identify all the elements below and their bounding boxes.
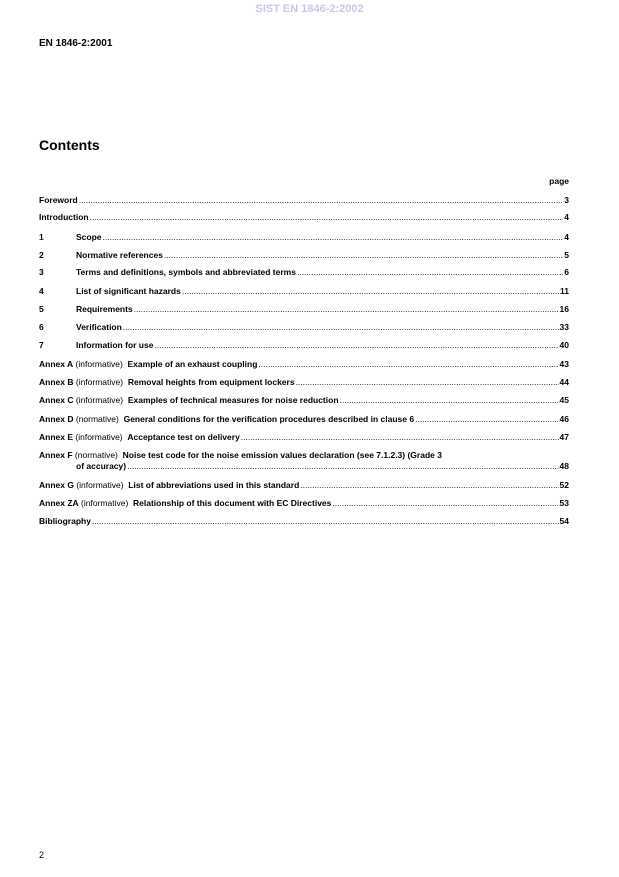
toc-label: List of abbreviations used in this standard — [128, 480, 300, 490]
toc-number: 2 — [39, 250, 44, 260]
toc-label: Relationship of this document with EC Directives — [133, 498, 332, 508]
annex-id: Annex F — [39, 450, 73, 460]
toc-label: Terms and definitions, symbols and abbreviated terms — [76, 267, 296, 277]
dot-leader — [79, 195, 564, 206]
annex-type: (normative) — [74, 450, 118, 460]
annex-type: (informative) — [75, 359, 123, 369]
dot-leader — [258, 359, 558, 370]
toc-page: 40 — [559, 340, 569, 350]
toc-entry-introduction[interactable] — [39, 212, 569, 223]
toc-label: Bibliography — [39, 516, 91, 526]
toc-entry-foreword[interactable] — [39, 195, 569, 206]
toc-label: Foreword — [39, 195, 78, 205]
toc-annex-g[interactable] — [39, 480, 569, 491]
toc-annex-d[interactable] — [39, 414, 569, 425]
toc-entry-bibliography[interactable] — [39, 516, 569, 527]
toc-annex-c[interactable] — [39, 395, 569, 406]
toc-label: Example of an exhaust coupling — [127, 359, 258, 369]
annex-id: Annex D — [39, 414, 74, 424]
toc-page: 16 — [559, 304, 569, 314]
toc-annex-f[interactable] — [39, 450, 569, 472]
dot-leader — [154, 340, 558, 351]
page-number: 2 — [39, 850, 45, 860]
toc-annex-e[interactable] — [39, 432, 569, 443]
toc-label: Removal heights from equipment lockers — [127, 377, 295, 387]
annex-id: Annex C — [39, 395, 74, 405]
annex-type: (informative) — [75, 395, 124, 405]
toc-label: General conditions for the verification procedures described in clause 6 — [123, 414, 415, 424]
dot-leader — [300, 480, 558, 491]
dot-leader — [340, 395, 559, 406]
toc-label: List of significant hazards — [76, 286, 181, 296]
annex-type: (informative) — [76, 480, 124, 490]
toc-page: 4 — [564, 232, 569, 242]
dot-leader — [241, 432, 559, 443]
toc-page: 43 — [559, 359, 569, 369]
annex-f-line-2 — [39, 461, 569, 472]
toc-entry-2[interactable] — [39, 250, 569, 261]
toc-label: Normative references — [76, 250, 163, 260]
annex-id: Annex E — [39, 432, 74, 442]
dot-leader — [127, 461, 558, 472]
toc-number: 7 — [39, 340, 44, 350]
toc-page: 3 — [564, 195, 569, 205]
toc-entry-6[interactable] — [39, 322, 569, 333]
toc-entry-7[interactable] — [39, 340, 569, 351]
toc-page: 54 — [559, 516, 569, 526]
toc-page: 4 — [564, 212, 569, 222]
dot-leader — [92, 516, 559, 527]
toc-label: Introduction — [39, 212, 89, 222]
toc-page: 53 — [559, 498, 569, 508]
annex-type: (informative) — [75, 377, 124, 387]
dot-leader — [297, 267, 563, 278]
annex-id: Annex ZA — [39, 498, 79, 508]
toc-page: 6 — [564, 267, 569, 277]
toc-page: 46 — [559, 414, 569, 424]
toc-page: 45 — [559, 395, 569, 405]
toc-entry-5[interactable] — [39, 304, 569, 315]
toc-label: Verification — [76, 322, 122, 332]
toc-annex-b[interactable] — [39, 377, 569, 388]
page-column-label: page — [549, 176, 569, 186]
toc-label: Scope — [76, 232, 102, 242]
toc-entry-3[interactable] — [39, 267, 569, 278]
document-header: EN 1846-2:2001 — [39, 38, 113, 49]
dot-leader — [103, 232, 564, 243]
toc-page: 33 — [559, 322, 569, 332]
annex-id: Annex B — [39, 377, 74, 387]
toc-page: 48 — [559, 461, 569, 471]
dot-leader — [134, 304, 559, 315]
toc-page: 47 — [559, 432, 569, 442]
toc-annex-za[interactable] — [39, 498, 569, 509]
annex-type: (informative) — [81, 498, 129, 508]
dot-leader — [296, 377, 559, 388]
watermark: SIST EN 1846-2:2002 — [255, 3, 364, 15]
toc-page: 11 — [560, 286, 569, 296]
annex-type: (normative) — [75, 414, 119, 424]
dot-leader — [123, 322, 559, 333]
toc-label: Acceptance test on delivery — [127, 432, 240, 442]
toc-annex-a[interactable] — [39, 359, 569, 370]
toc-page: 5 — [564, 250, 569, 260]
toc-number: 5 — [39, 304, 44, 314]
toc-label: Noise test code for the noise emission values declaration (see 7.1.2.3) (Grade 3 — [122, 450, 442, 460]
dot-leader — [415, 414, 558, 425]
toc-entry-1[interactable] — [39, 232, 569, 243]
annex-id: Annex G — [39, 480, 74, 490]
dot-leader — [164, 250, 563, 261]
toc-number: 6 — [39, 322, 44, 332]
dot-leader — [332, 498, 558, 509]
toc-page: 44 — [559, 377, 569, 387]
toc-entry-4[interactable] — [39, 286, 569, 297]
toc-number: 1 — [39, 232, 44, 242]
annex-id: Annex A — [39, 359, 74, 369]
toc-number: 4 — [39, 286, 44, 296]
toc-number: 3 — [39, 267, 44, 277]
toc-label-continued: of accuracy) — [76, 461, 127, 471]
toc-page: 52 — [559, 480, 569, 490]
toc-label: Examples of technical measures for noise reduction — [127, 395, 339, 405]
toc-label: Information for use — [76, 340, 154, 350]
dot-leader — [90, 212, 564, 223]
annex-f-line-1 — [39, 450, 569, 461]
toc-label: Requirements — [76, 304, 133, 314]
page-title: Contents — [39, 137, 100, 153]
annex-type: (informative) — [75, 432, 123, 442]
dot-leader — [182, 286, 559, 297]
